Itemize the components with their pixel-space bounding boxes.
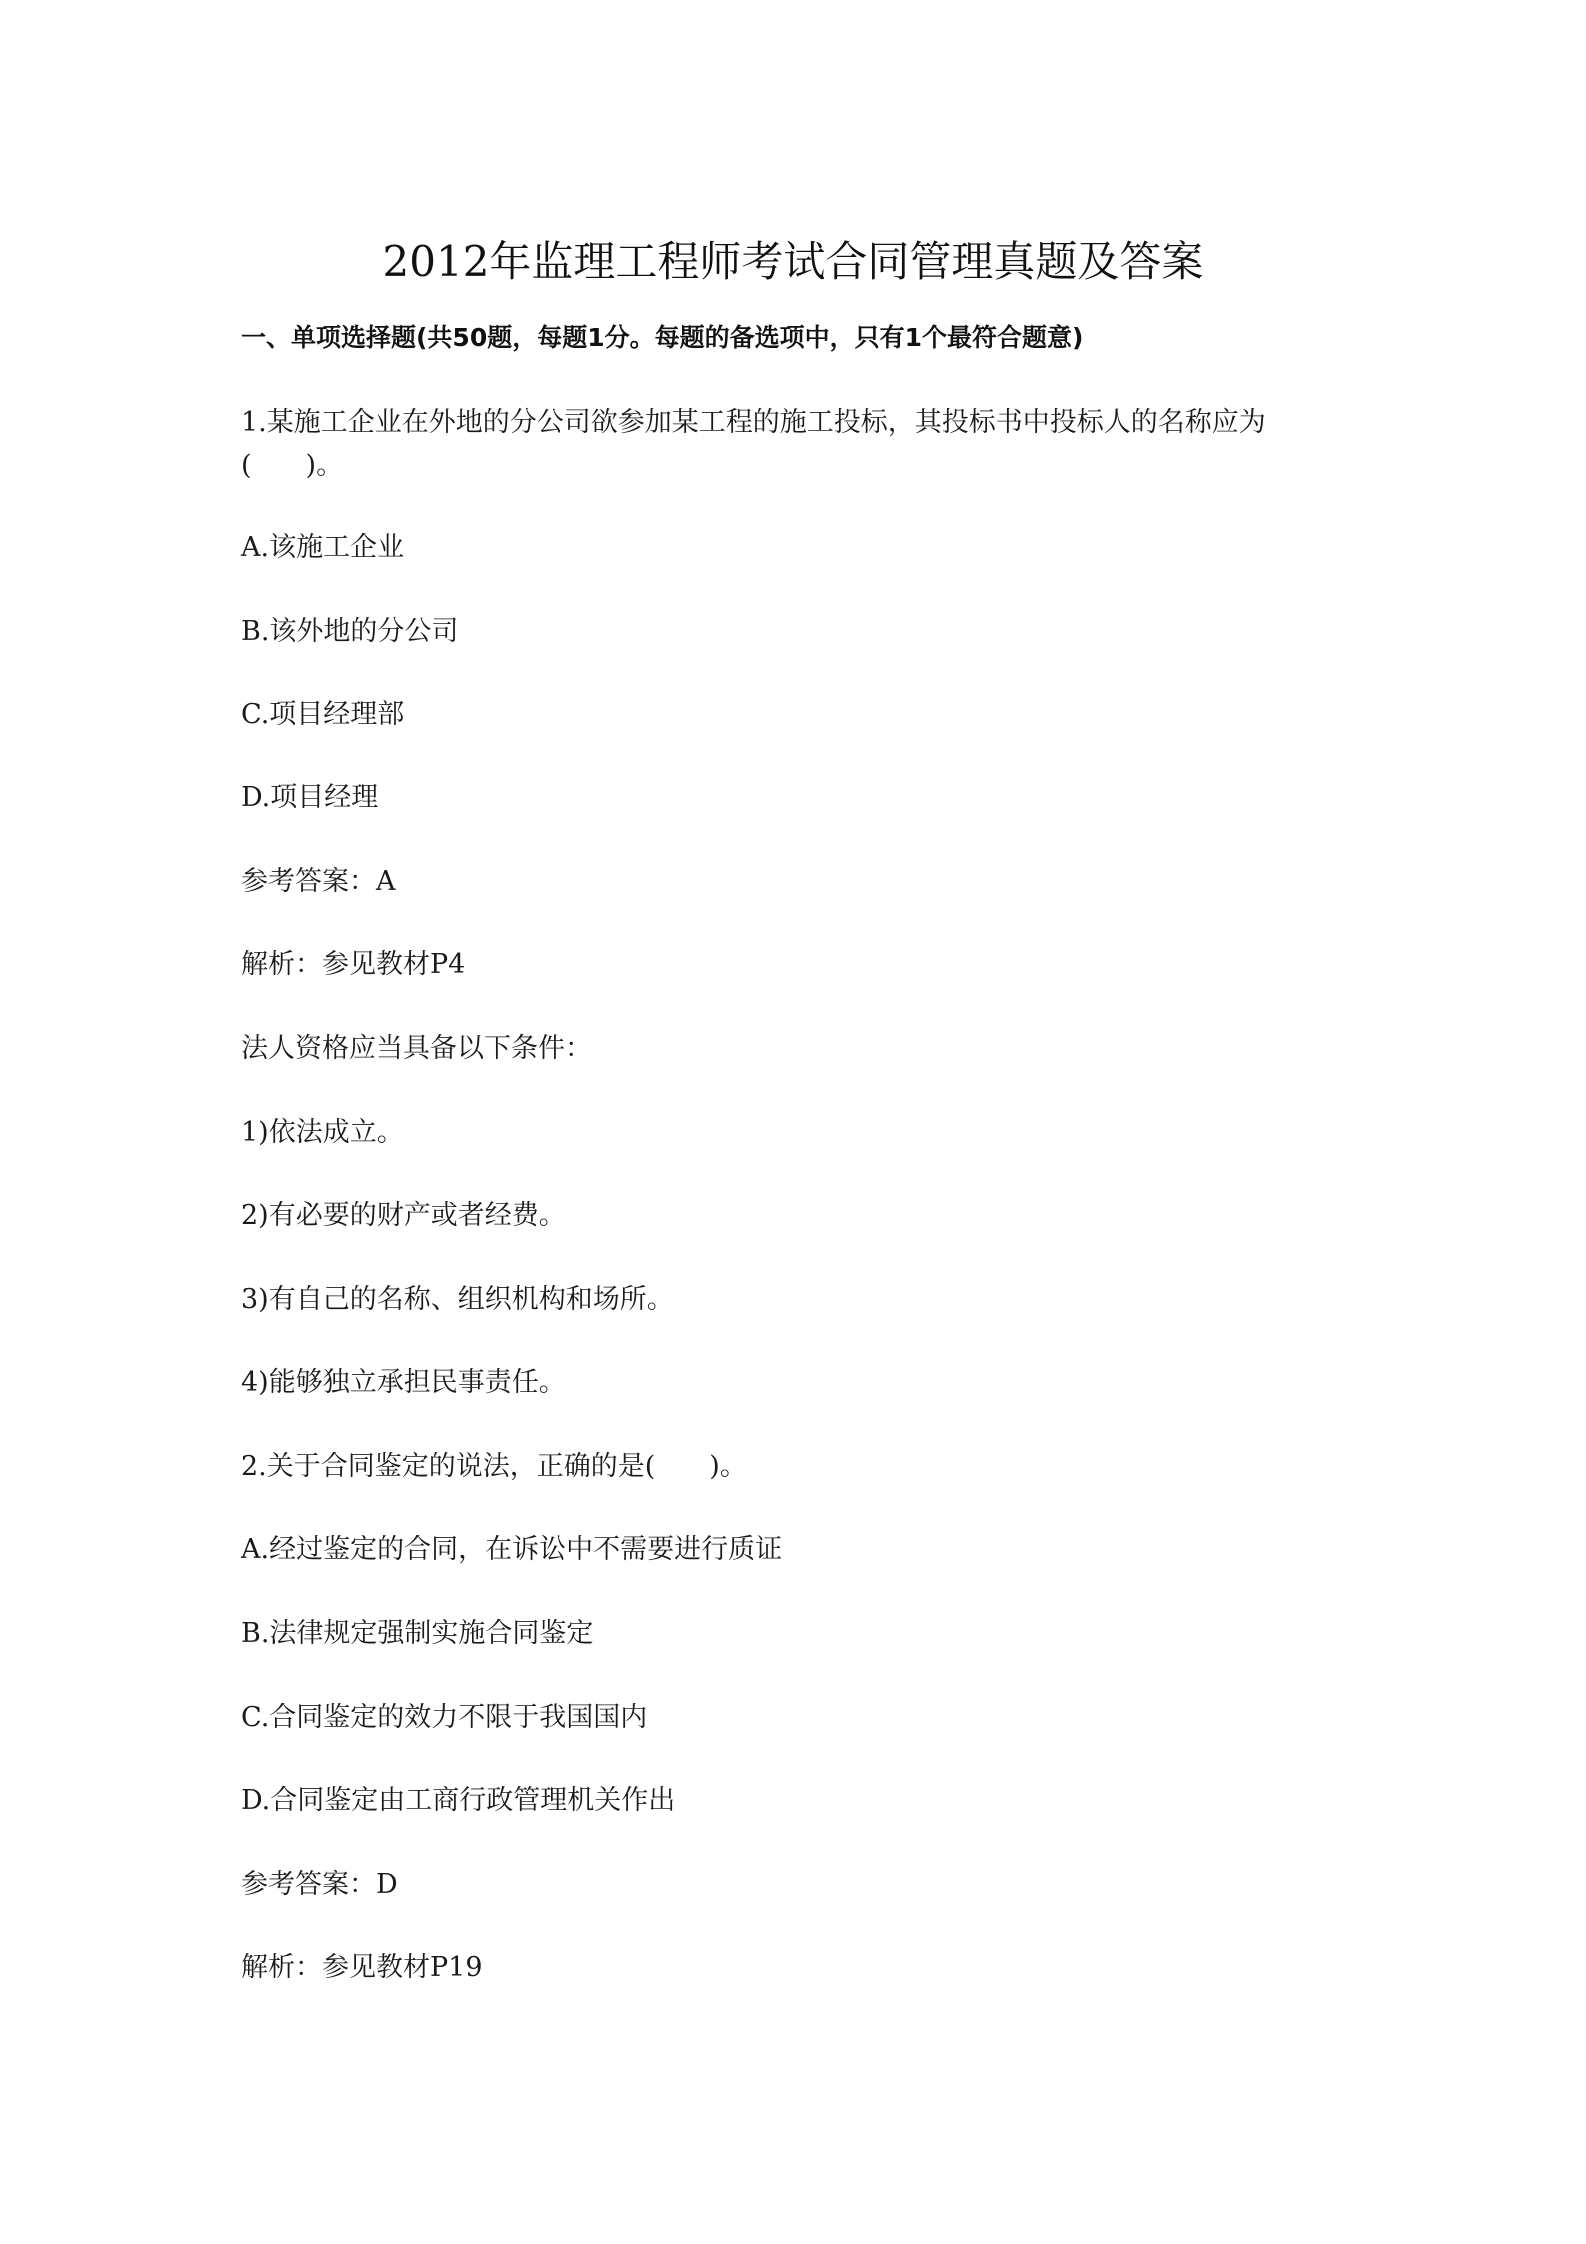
- section-heading: 一、单项选择题(共50题，每题1分。每题的备选项中，只有1个最符合题意): [241, 323, 1084, 352]
- q1-option-c: C.项目经理部: [241, 699, 405, 730]
- q2-analysis: 解析：参见教材P19: [241, 1952, 483, 1983]
- q1-note-2: 2)有必要的财产或者经费。: [241, 1200, 566, 1231]
- q1-option-d: D.项目经理: [241, 782, 379, 813]
- q2-option-d: D.合同鉴定由工商行政管理机关作出: [241, 1785, 676, 1816]
- q2-option-a: A.经过鉴定的合同，在诉讼中不需要进行质证: [241, 1534, 783, 1565]
- q1-note-1: 1)依法成立。: [241, 1117, 404, 1148]
- q1-note-intro: 法人资格应当具备以下条件：: [241, 1033, 592, 1064]
- q1-note-3: 3)有自己的名称、组织机构和场所。: [241, 1284, 674, 1315]
- q2-answer: 参考答案：D: [241, 1869, 398, 1900]
- q1-option-b: B.该外地的分公司: [241, 616, 459, 647]
- q1-stem-line1: 1.某施工企业在外地的分公司欲参加某工程的施工投标，其投标书中投标人的名称应为: [241, 407, 1266, 438]
- q1-option-a: A.该施工企业: [241, 532, 405, 563]
- q1-analysis: 解析：参见教材P4: [241, 949, 466, 980]
- q2-option-c: C.合同鉴定的效力不限于我国国内: [241, 1702, 648, 1733]
- q1-note-4: 4)能够独立承担民事责任。: [241, 1367, 566, 1398]
- q1-stem-line2: ( )。: [241, 450, 344, 481]
- q1-answer: 参考答案：A: [241, 866, 396, 897]
- document-title: 2012年监理工程师考试合同管理真题及答案: [382, 237, 1204, 287]
- q2-option-b: B.法律规定强制实施合同鉴定: [241, 1618, 594, 1649]
- q2-stem: 2.关于合同鉴定的说法，正确的是( )。: [241, 1451, 747, 1482]
